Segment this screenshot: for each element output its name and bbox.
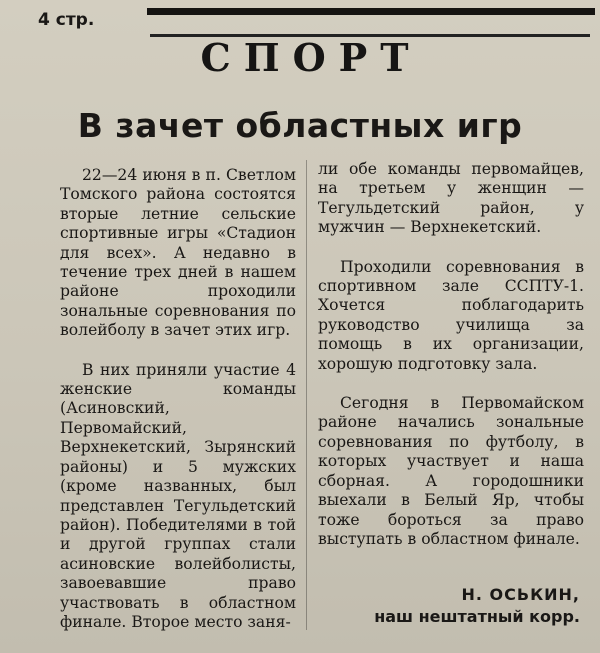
paragraph: В них приняли участие 4 женские команды (Асиновский, Первомайский, Верхнекетский, Зырянский районы) и 5 мужских (кроме названных, был представлен Тегульдетский район). Победителями в той и другой группах стали асиновские волейболисты, завоевавшие право участвовать в областном финале. Второе место заня- bbox=[60, 360, 296, 631]
article-column-right bbox=[318, 160, 584, 549]
page-number: 4 стр. bbox=[38, 10, 95, 30]
column-divider bbox=[306, 160, 307, 630]
article-column-left bbox=[60, 166, 296, 632]
top-rule bbox=[147, 8, 595, 15]
paragraph: Проходили соревнования в спортивном зале ССПТУ-1. Хочется поблагодарить руководство училища за помощь в их организации, хорошую подготовку зала. bbox=[318, 257, 584, 373]
paragraph: 22—24 июня в п. Светлом Томского района состоятся вторые летние сельские спортивные игры «Стадион для всех». А недавно в течение трех дней в нашем районе проходили зональные соревнования по волейболу в зачет этих игр. bbox=[60, 166, 296, 340]
author-name: Н. ОСЬКИН, bbox=[461, 585, 580, 604]
paragraph: ли обе команды первомайцев, на третьем у женщин — Тегульдетский район, у мужчин — Верхнекетский. bbox=[318, 160, 584, 237]
section-rubric: СПОРТ bbox=[200, 35, 422, 80]
paragraph: Сегодня в Первомайском районе начались зональные соревнования по футболу, в которых участвует и наша сборная. А городошники выехали в Белый Яр, чтобы тоже бороться за право выступать в областном финале. bbox=[318, 394, 584, 548]
author-title: наш нештатный корр. bbox=[374, 607, 580, 626]
article-headline: В зачет областных игр bbox=[77, 106, 523, 145]
author-signature bbox=[374, 584, 580, 628]
